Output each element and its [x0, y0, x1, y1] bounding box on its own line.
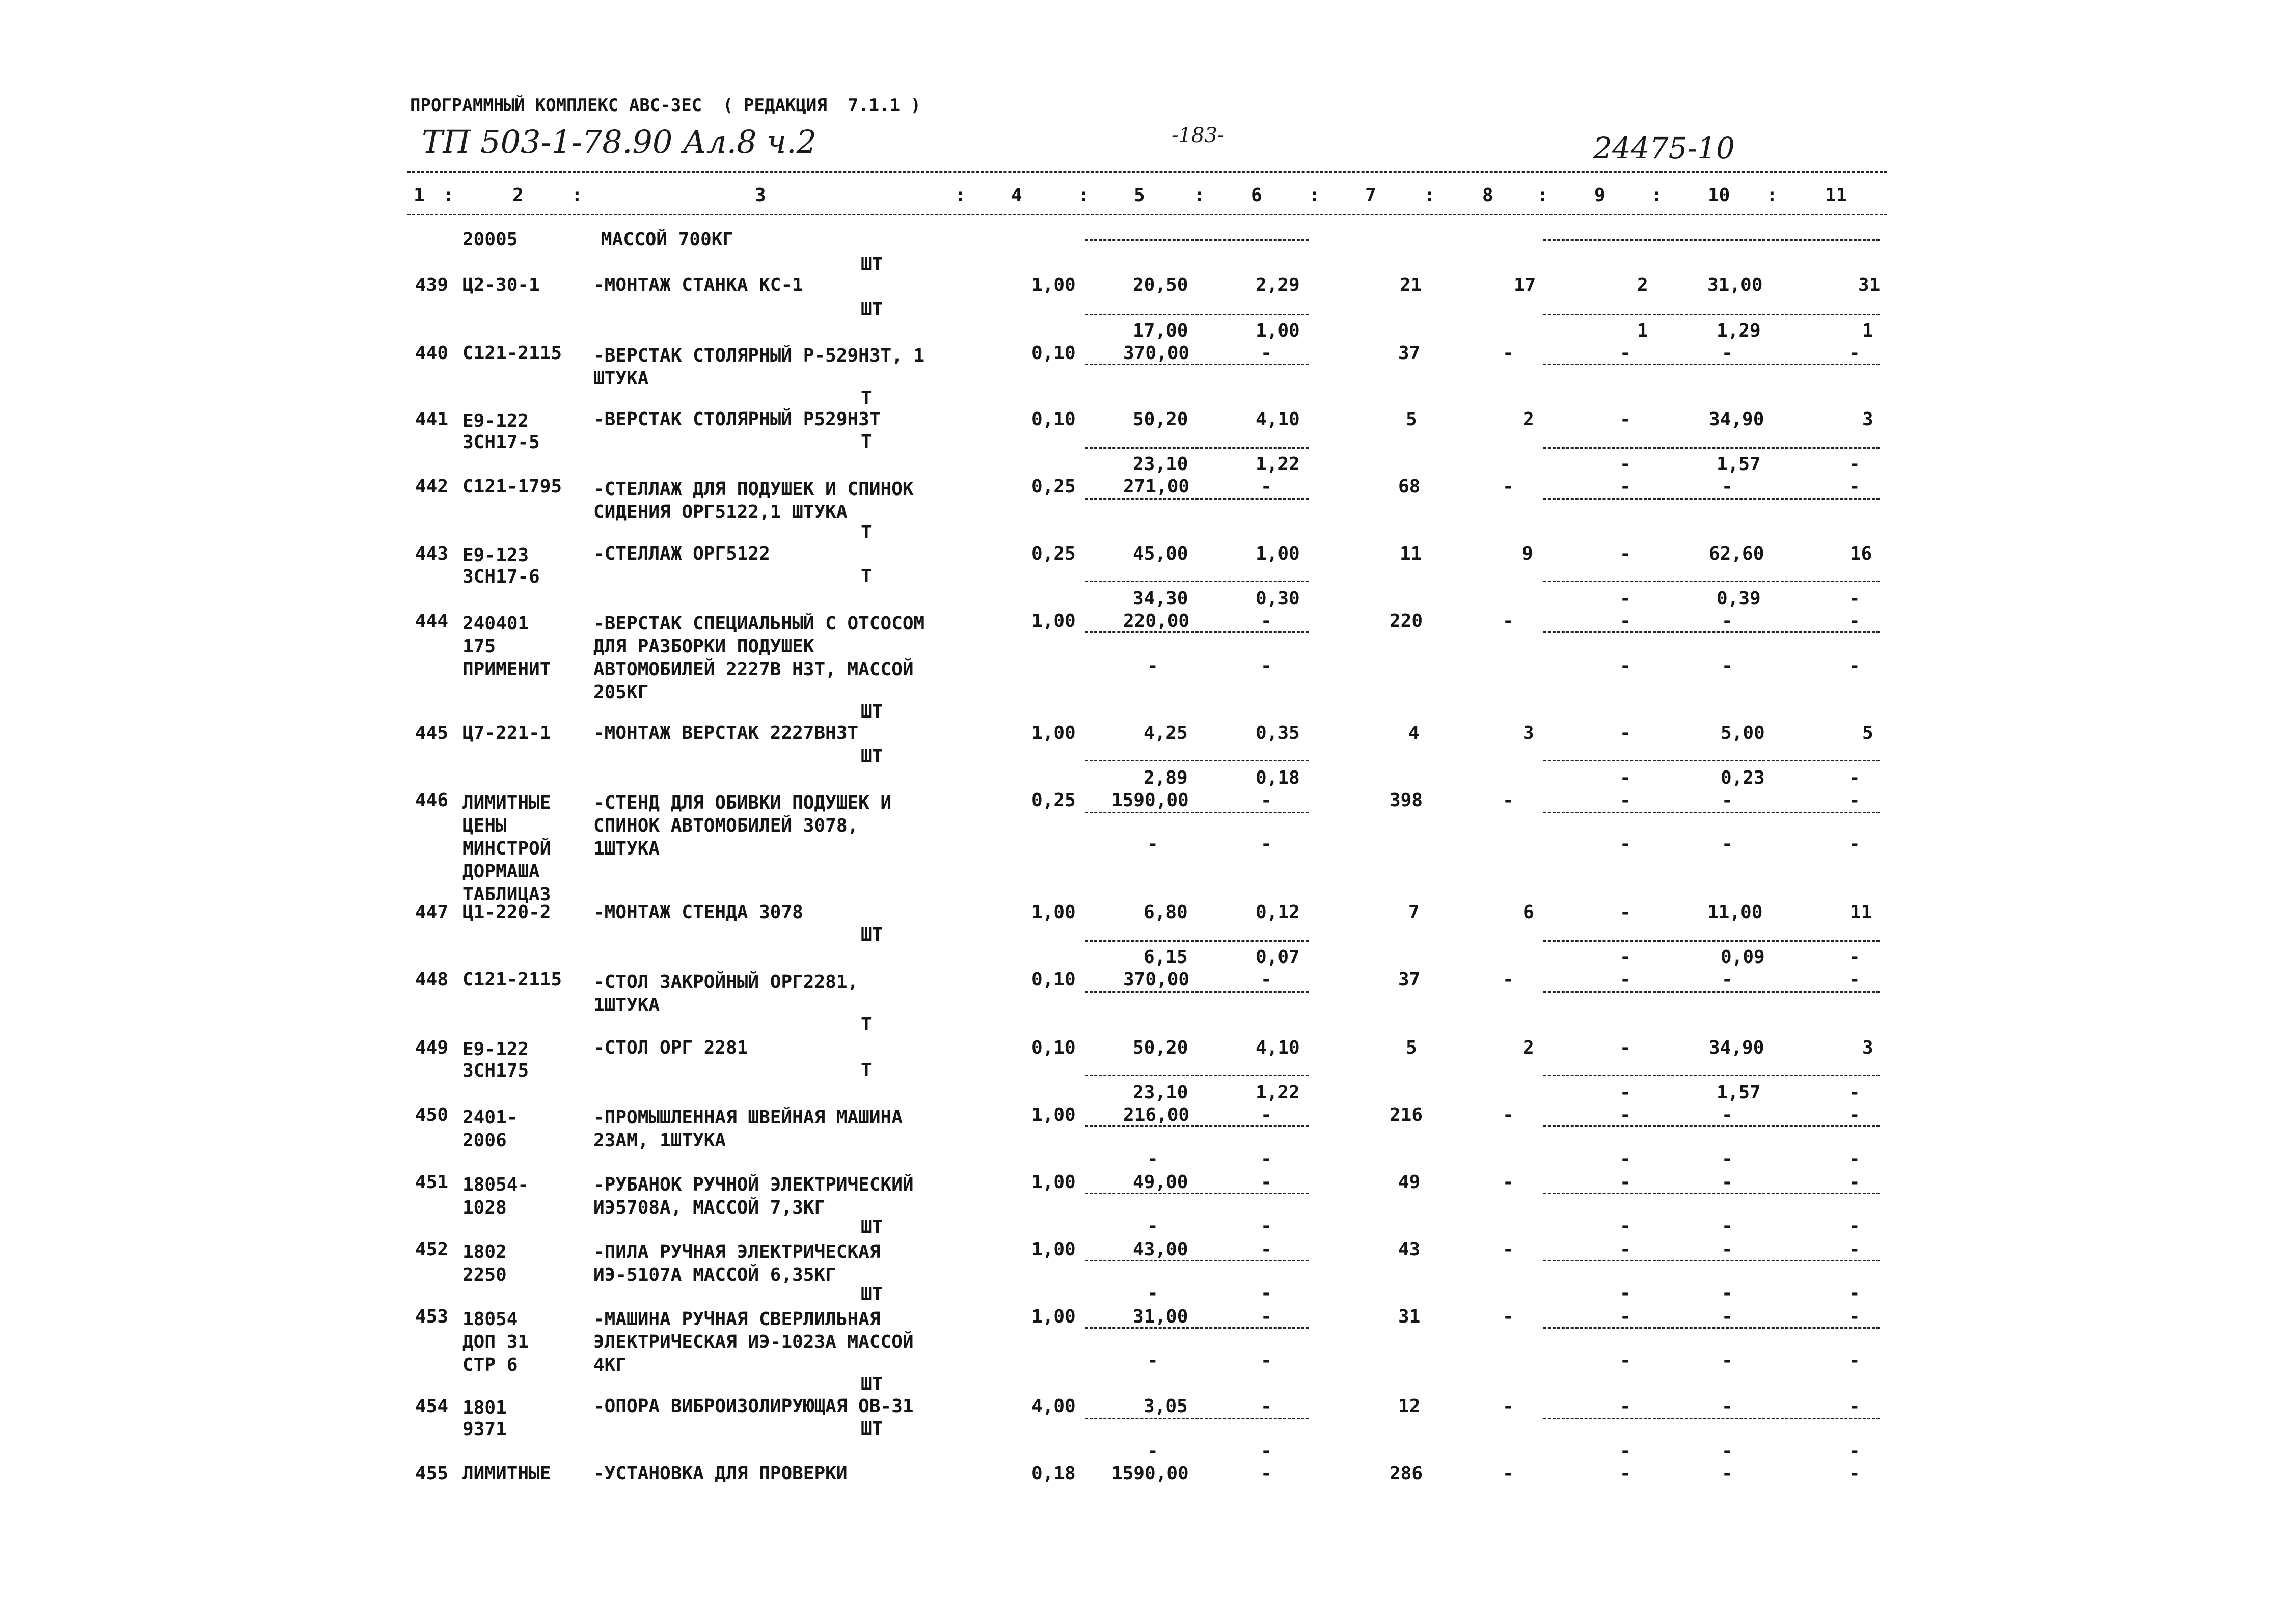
row-number: 439 — [415, 274, 449, 295]
row-code: Е9-122 ЗСН17-5 — [462, 410, 540, 453]
row-col6: 0,12 — [1256, 902, 1300, 923]
row-col10: - — [1722, 476, 1733, 497]
row-col10: - — [1722, 969, 1733, 990]
col-header-11: 11 — [1825, 185, 1847, 206]
row-col9: - — [1620, 1172, 1631, 1193]
row-col7: 11 — [1400, 543, 1422, 564]
header-rule-bottom — [407, 214, 1887, 215]
row-number: 454 — [415, 1396, 449, 1417]
row-col10: - — [1722, 1463, 1733, 1484]
row-quantity: 1,00 — [1031, 902, 1076, 923]
row-col8: - — [1503, 611, 1514, 631]
row-name: -СТОЛ ОРГ 2281 — [593, 1037, 748, 1058]
row-col6: - — [1261, 476, 1272, 497]
row-col10: 34,90 — [1709, 409, 1764, 430]
row-col10: - — [1722, 1306, 1733, 1327]
row-col5: 49,00 — [1133, 1172, 1188, 1193]
row-col9: - — [1620, 409, 1631, 430]
subrow-col10: 1,57 — [1717, 1082, 1761, 1103]
row-col10: - — [1722, 611, 1733, 631]
row-col9: - — [1620, 1463, 1631, 1484]
row-code: С121-2115 — [462, 969, 562, 990]
row-col8: - — [1503, 1105, 1514, 1125]
row-col10: 62,60 — [1709, 543, 1764, 564]
row-col11: - — [1849, 790, 1860, 811]
subrow-col6: 1,22 — [1256, 454, 1300, 475]
row-number: 441 — [415, 409, 449, 430]
row-unit: Т — [861, 522, 872, 543]
row-col8: - — [1503, 969, 1514, 990]
row-col8: 9 — [1522, 543, 1533, 564]
row-col5: 31,00 — [1133, 1306, 1188, 1327]
row-col9: - — [1620, 343, 1631, 364]
row-number: 445 — [415, 723, 449, 744]
row-col7: 398 — [1390, 790, 1423, 811]
col-header-1: 1 — [414, 185, 425, 206]
row-quantity: 0,10 — [1031, 409, 1076, 430]
row-col6: - — [1261, 611, 1272, 631]
subrow-col11: 1 — [1862, 320, 1873, 341]
row-quantity: 1,00 — [1031, 723, 1076, 744]
row-col10: - — [1722, 1396, 1733, 1417]
row-col10: 5,00 — [1721, 723, 1765, 744]
subrow-col5: 23,10 — [1133, 1082, 1188, 1103]
row-number: 446 — [415, 790, 449, 811]
row-col9: - — [1620, 1239, 1631, 1260]
row-quantity: 4,00 — [1031, 1396, 1076, 1417]
subrow-col9: 1 — [1637, 320, 1648, 341]
row-col11: 16 — [1850, 543, 1872, 564]
row-col5: 370,00 — [1123, 343, 1190, 364]
row-code: Ц7-221-1 — [462, 723, 551, 744]
subrow-col10: 1,57 — [1717, 454, 1761, 475]
row-col11: - — [1849, 1239, 1860, 1260]
row-number: 453 — [415, 1306, 449, 1327]
col-header-3: 3 — [755, 185, 766, 206]
row-code: 20005 — [462, 229, 518, 250]
row-code: Ц2-30-1 — [462, 274, 540, 295]
row-unit: ШТ — [861, 746, 883, 767]
row-col7: 43 — [1398, 1239, 1421, 1260]
row-col6: 1,00 — [1256, 543, 1300, 564]
row-code: 2401- 2006 — [462, 1107, 518, 1151]
row-quantity: 1,00 — [1031, 1172, 1076, 1193]
row-col11: - — [1849, 1105, 1860, 1125]
row-code: Е9-123 ЗСН17-6 — [462, 545, 540, 587]
row-number: 455 — [415, 1463, 449, 1484]
row-code: Е9-122 ЗСН175 — [462, 1039, 529, 1081]
row-number: 448 — [415, 969, 449, 990]
row-unit: Т — [861, 1060, 872, 1081]
subrow-col5: 2,89 — [1144, 767, 1188, 788]
row-code: Ц1-220-2 — [462, 902, 551, 923]
row-quantity: 1,00 — [1031, 1105, 1076, 1125]
row-col7: 216 — [1390, 1105, 1423, 1125]
row-name: -ОПОРА ВИБРОИЗОЛИРУЮЩАЯ ОВ-31 — [593, 1396, 914, 1417]
row-number: 450 — [415, 1105, 449, 1125]
row-unit: ШТ — [861, 254, 883, 275]
subrow-col5: 17,00 — [1133, 320, 1188, 341]
row-col10: 34,90 — [1709, 1037, 1764, 1058]
row-col7: 49 — [1398, 1172, 1421, 1193]
row-col5: 220,00 — [1123, 611, 1190, 631]
row-col7: 21 — [1400, 274, 1422, 295]
row-col11: - — [1849, 611, 1860, 631]
row-col5: 50,20 — [1133, 409, 1188, 430]
row-col8: 2 — [1523, 409, 1534, 430]
row-col7: 12 — [1398, 1396, 1421, 1417]
row-code: С121-1795 — [462, 476, 562, 497]
row-col5: 45,00 — [1133, 543, 1188, 564]
row-quantity: 0,10 — [1031, 969, 1076, 990]
row-col6: 0,35 — [1256, 723, 1300, 744]
row-col5: 370,00 — [1123, 969, 1190, 990]
subrow-col6: 0,18 — [1256, 767, 1300, 788]
row-quantity: 0,10 — [1031, 1037, 1076, 1058]
row-code: 240401 175 ПРИМЕНИТ — [462, 613, 551, 680]
row-col6: - — [1261, 1239, 1272, 1260]
row-col8: - — [1503, 1463, 1514, 1484]
row-col9: - — [1620, 790, 1631, 811]
row-col10: - — [1722, 1239, 1733, 1260]
row-col11: - — [1849, 1172, 1860, 1193]
row-col11: 5 — [1862, 723, 1873, 744]
row-col9: - — [1620, 723, 1631, 744]
row-name: -МОНТАЖ ВЕРСТАК 2227ВНЗТ — [593, 723, 859, 744]
row-unit: ШТ — [861, 701, 883, 722]
row-code: ЛИМИТНЫЕ ЦЕНЫ МИНСТРОЙ ДОРМАША ТАБЛИЦАЗ — [462, 792, 551, 905]
row-col6: - — [1261, 1172, 1272, 1193]
row-col6: - — [1261, 969, 1272, 990]
row-col11: - — [1849, 343, 1860, 364]
row-col7: 5 — [1406, 409, 1417, 430]
row-code: 18054 ДОП 31 СТР 6 — [462, 1309, 529, 1375]
row-col6: - — [1261, 1463, 1272, 1484]
row-col7: 31 — [1398, 1306, 1421, 1327]
row-number: 444 — [415, 611, 449, 631]
row-quantity: 0,25 — [1031, 790, 1076, 811]
row-col9: - — [1620, 611, 1631, 631]
row-col7: 7 — [1408, 902, 1420, 923]
row-name: -ВЕРСТАК СТОЛЯРНЫЙ Р529НЗТ — [593, 409, 881, 430]
row-col10: 11,00 — [1707, 902, 1763, 923]
row-quantity: 1,00 — [1031, 611, 1076, 631]
row-col8: - — [1503, 1239, 1514, 1260]
row-name: -ПРОМЫШЛЕННАЯ ШВЕЙНАЯ МАШИНА 23АМ, 1ШТУКА — [593, 1107, 903, 1151]
row-col11: 11 — [1850, 902, 1872, 923]
row-code: ЛИМИТНЫЕ — [462, 1463, 551, 1484]
row-code: С121-2115 — [462, 343, 562, 364]
subrow-col10: 0,39 — [1717, 588, 1761, 609]
row-name: -МАШИНА РУЧНАЯ СВЕРЛИЛЬНАЯ ЭЛЕКТРИЧЕСКАЯ ИЭ-1023А МАССОЙ 4КГ — [593, 1309, 914, 1375]
header-rule-top — [407, 171, 1887, 173]
row-col7: 5 — [1406, 1037, 1417, 1058]
row-col5: 1590,00 — [1111, 790, 1189, 811]
row-col7: 37 — [1398, 343, 1421, 364]
row-col9: - — [1620, 1037, 1631, 1058]
row-quantity: 0,25 — [1031, 476, 1076, 497]
subrow-col10: 1,29 — [1717, 320, 1761, 341]
row-col9: - — [1620, 1396, 1631, 1417]
row-col7: 37 — [1398, 969, 1421, 990]
row-col8: 3 — [1523, 723, 1534, 744]
program-header: ПРОГРАММНЫЙ КОМПЛЕКС АВС-3ЕС ( РЕДАКЦИЯ 7.1.1 ) — [410, 95, 921, 116]
row-name: -УСТАНОВКА ДЛЯ ПРОВЕРКИ — [593, 1463, 848, 1484]
row-name: -СТЕЛЛАЖ ДЛЯ ПОДУШЕК И СПИНОК СИДЕНИЯ ОРГ5122,1 ШТУКА — [593, 479, 914, 522]
row-col10: - — [1722, 790, 1733, 811]
row-name: -СТОЛ ЗАКРОЙНЫЙ ОРГ2281, 1ШТУКА — [593, 972, 859, 1015]
row-col5: 4,25 — [1144, 723, 1188, 744]
row-col9: - — [1620, 969, 1631, 990]
row-col5: 43,00 — [1133, 1239, 1188, 1260]
col-header-4: 4 — [1011, 185, 1022, 206]
row-number: 440 — [415, 343, 449, 364]
row-col6: - — [1261, 343, 1272, 364]
row-name: -ВЕРСТАК СПЕЦИАЛЬНЫЙ С ОТСОСОМ ДЛЯ РАЗБОРКИ ПОДУШЕК АВТОМОБИЛЕЙ 2227В НЗТ, МАССОЙ 205КГ — [593, 613, 925, 703]
row-unit: Т — [861, 1014, 872, 1035]
row-col5: 1590,00 — [1111, 1463, 1189, 1484]
row-col6: - — [1261, 790, 1272, 811]
col-header-7: 7 — [1365, 185, 1376, 206]
row-name: -ВЕРСТАК СТОЛЯРНЫЙ Р-529НЗТ, 1 ШТУКА — [593, 345, 925, 389]
row-name: -МОНТАЖ СТЕНДА 3078 — [593, 902, 803, 923]
row-col8: - — [1503, 1172, 1514, 1193]
row-col7: 4 — [1408, 723, 1420, 744]
row-number: 442 — [415, 476, 449, 497]
row-col5: 20,50 — [1133, 274, 1188, 295]
col-header-6: 6 — [1251, 185, 1262, 206]
row-name: -ПИЛА РУЧНАЯ ЭЛЕКТРИЧЕСКАЯ ИЭ-5107А МАССОЙ 6,35КГ — [593, 1242, 881, 1285]
row-col6: - — [1261, 1396, 1272, 1417]
row-col5: 50,20 — [1133, 1037, 1188, 1058]
row-col11: - — [1849, 1396, 1860, 1417]
row-code: 1802 2250 — [462, 1242, 507, 1285]
row-col8: 17 — [1514, 274, 1536, 295]
row-col8: 2 — [1523, 1037, 1534, 1058]
subrow-col5: 23,10 — [1133, 454, 1188, 475]
row-name: МАССОЙ 700КГ — [601, 229, 734, 250]
row-unit: Т — [861, 431, 872, 452]
row-col10: - — [1722, 343, 1733, 364]
row-col8: - — [1503, 1396, 1514, 1417]
row-col11: - — [1849, 1306, 1860, 1327]
col-header-9: 9 — [1594, 185, 1605, 206]
row-code: 18054- 1028 — [462, 1174, 529, 1218]
row-col7: 286 — [1390, 1463, 1423, 1484]
row-number: 447 — [415, 902, 449, 923]
subrow-col5: 34,30 — [1133, 588, 1188, 609]
row-name: -СТЕЛЛАЖ ОРГ5122 — [593, 543, 770, 564]
row-unit: ШТ — [861, 299, 883, 320]
row-col8: 6 — [1523, 902, 1534, 923]
row-code: 1801 9371 — [462, 1397, 507, 1440]
row-quantity: 1,00 — [1031, 274, 1076, 295]
row-quantity: 1,00 — [1031, 1306, 1076, 1327]
subrow-col10: 0,09 — [1721, 947, 1765, 968]
row-unit: ШТ — [861, 924, 883, 945]
row-col9: - — [1620, 902, 1631, 923]
row-col11: 3 — [1862, 409, 1873, 430]
page-number: -183- — [1172, 124, 1224, 147]
row-quantity: 1,00 — [1031, 1239, 1076, 1260]
row-col8: - — [1503, 343, 1514, 364]
col-header-8: 8 — [1482, 185, 1493, 206]
row-col9: 2 — [1637, 274, 1648, 295]
subrow-col6: 1,00 — [1256, 320, 1300, 341]
row-unit: ШТ — [861, 1217, 883, 1237]
page: ПРОГРАММНЫЙ КОМПЛЕКС АВС-3ЕС ( РЕДАКЦИЯ 7.1.1 ) ТП 503-1-78.90 Ал.8 ч.2 -183- 24475-10 1 2 3 4 5 6 7 8 9 10 11 : : : : : : : : : : 20005 МАССОЙ 700КГ ШТ 439 Ц2-30-1 -МОНТАЖ СТАНКА КС-1 ШТ 1,00 20,50 2,29 21 17 2 31,00 31 17,00 1,00 1 1,29 1 440 С121-2115 -ВЕРСТАК СТОЛЯРНЫЙ Р-529НЗТ, 1 ШТУКА Т 0,10 370,00 - 37 - - - - 441 Е9-122 ЗСН17-5 -ВЕРСТАК СТОЛЯРНЫЙ Р529НЗТ Т 0,10 50,20 4,10 5 2 - 34,90 3 23,10 1,22 1,57 - - 442 С121-1795 -СТЕЛЛАЖ ДЛЯ ПОДУШЕК И СПИНОК СИДЕНИЯ ОРГ5122,1 ШТУКА Т 0,25 271,00 - 68 - - - - 443 Е9-123 ЗСН17-6 -СТЕЛЛАЖ ОРГ5122 Т 0,25 45,00 1,00 11 9 - 62,60 16 34,30 0,30 0,39 - - 444 240401 175 ПРИМЕНИТ -ВЕРСТАК СПЕЦИАЛЬНЫЙ С ОТСОСОМ ДЛЯ РАЗБОРКИ ПОДУШЕК АВТОМОБИЛЕЙ 2227В НЗТ, МАССОЙ 205КГ ШТ 1,00 220,00 - 220 - - - - - - - - - 445 Ц7-221-1 -МОНТАЖ ВЕРСТАК 2227ВНЗТ ШТ 1,00 4,25 0,35 4 3 - 5,00 5 2,89 0,18 0,23 - - 446 ЛИМИТНЫЕ ЦЕНЫ МИНСТРОЙ ДОРМАША ТАБЛИЦАЗ -СТЕНД ДЛЯ ОБИВКИ ПОДУШЕК И СПИНОК АВТОМОБИЛЕЙ 3078, 1ШТУКА 0,25 1590,00 - 398 - - - - - - - - - 447 Ц1-220-2 -МОНТАЖ СТЕНДА 3078 ШТ 1,00 6,80 0,12 7 6 - 11,00 11 6,15 0,07 0,09 - - 448 С121-2115 -СТОЛ ЗАКРОЙНЫЙ ОРГ2281, 1ШТУКА Т 0,10 370,00 - 37 - - - - 449 Е9-122 ЗСН175 -СТОЛ ОРГ 2281 Т 0,10 50,20 4,10 5 2 - 34,90 3 23,10 1,22 1,57 - - 450 2401- 2006 -ПРОМЫШЛЕННАЯ ШВЕЙНАЯ МАШИНА 23АМ, 1ШТУКА 1,00 216,00 - 216 - - - - - - - - - 451 18054- 1028 -РУБАНОК РУЧНОЙ ЭЛЕКТРИЧЕСКИЙ ИЭ5708А, МАССОЙ 7,3КГ ШТ 1,00 49,00 - 49 - - - - - - - - - 452 1802 2250 -ПИЛА РУЧНАЯ ЭЛЕКТРИЧЕСКАЯ ИЭ-5107А МАССОЙ 6,35КГ ШТ 1,00 43,00 - 43 - - - - - - - - - 453 18054 ДОП 31 СТР 6 -МАШИНА РУЧНАЯ СВЕРЛИЛЬНАЯ ЭЛЕКТРИЧЕСКАЯ ИЭ-1023А МАССОЙ 4КГ ШТ 1,00 31,00 - 31 - - - - - - - - - 454 1801 9371 -ОПОРА ВИБРОИЗОЛИРУЮЩАЯ ОВ-31 ШТ 4,00 3,05 - 12 - - - - - - - - - 455 ЛИМИТНЫЕ -УСТАНОВКА ДЛЯ ПРОВЕРКИ 0,18 1590,00 - 286 - - - - — [0, 0, 2286, 1624]
col-header-2: 2 — [512, 185, 524, 206]
row-quantity: 0,10 — [1031, 343, 1076, 364]
row-col5: 6,80 — [1144, 902, 1188, 923]
row-col5: 3,05 — [1144, 1396, 1188, 1417]
row-number: 451 — [415, 1172, 449, 1193]
row-col8: - — [1503, 476, 1514, 497]
row-col9: - — [1620, 1105, 1631, 1125]
row-unit: ШТ — [861, 1418, 883, 1439]
row-col11: - — [1849, 1463, 1860, 1484]
row-quantity: 0,25 — [1031, 543, 1076, 564]
row-col8: - — [1503, 790, 1514, 811]
subrow-col6: 1,22 — [1256, 1082, 1300, 1103]
row-col9: - — [1620, 543, 1631, 564]
row-col10: - — [1722, 1105, 1733, 1125]
row-col7: 220 — [1390, 611, 1423, 631]
row-name: -СТЕНД ДЛЯ ОБИВКИ ПОДУШЕК И СПИНОК АВТОМОБИЛЕЙ 3078, 1ШТУКА — [593, 792, 892, 859]
row-quantity: 0,18 — [1031, 1463, 1076, 1484]
row-col11: - — [1849, 969, 1860, 990]
col-header-10: 10 — [1708, 185, 1730, 206]
row-col11: 3 — [1862, 1037, 1873, 1058]
subrow-col6: 0,07 — [1256, 947, 1300, 968]
row-col7: 68 — [1398, 476, 1421, 497]
project-code: ТП 503-1-78.90 Ал.8 ч.2 — [422, 123, 817, 160]
row-number: 443 — [415, 543, 449, 564]
row-col6: 2,29 — [1256, 274, 1300, 295]
document-number: 24475-10 — [1593, 131, 1735, 166]
row-col5: 216,00 — [1123, 1105, 1190, 1125]
row-col6: 4,10 — [1256, 409, 1300, 430]
row-col5: 271,00 — [1123, 476, 1190, 497]
col-header-5: 5 — [1134, 185, 1145, 206]
row-col6: - — [1261, 1105, 1272, 1125]
row-name: -МОНТАЖ СТАНКА КС-1 — [593, 274, 803, 295]
row-unit: ШТ — [861, 1284, 883, 1305]
row-name: -РУБАНОК РУЧНОЙ ЭЛЕКТРИЧЕСКИЙ ИЭ5708А, МАССОЙ 7,3КГ — [593, 1174, 914, 1218]
row-col6: 4,10 — [1256, 1037, 1300, 1058]
row-col8: - — [1503, 1306, 1514, 1327]
row-col6: - — [1261, 1306, 1272, 1327]
subrow-col10: 0,23 — [1721, 767, 1765, 788]
row-col10: - — [1722, 1172, 1733, 1193]
subrow-col5: 6,15 — [1144, 947, 1188, 968]
row-unit: ШТ — [861, 1373, 883, 1394]
row-number: 449 — [415, 1037, 449, 1058]
row-col11: 31 — [1858, 274, 1881, 295]
row-col9: - — [1620, 1306, 1631, 1327]
row-number: 452 — [415, 1239, 449, 1260]
row-col11: - — [1849, 476, 1860, 497]
subrow-col6: 0,30 — [1256, 588, 1300, 609]
row-unit: Т — [861, 388, 872, 408]
row-col9: - — [1620, 476, 1631, 497]
row-col10: 31,00 — [1707, 274, 1763, 295]
row-unit: Т — [861, 566, 872, 587]
